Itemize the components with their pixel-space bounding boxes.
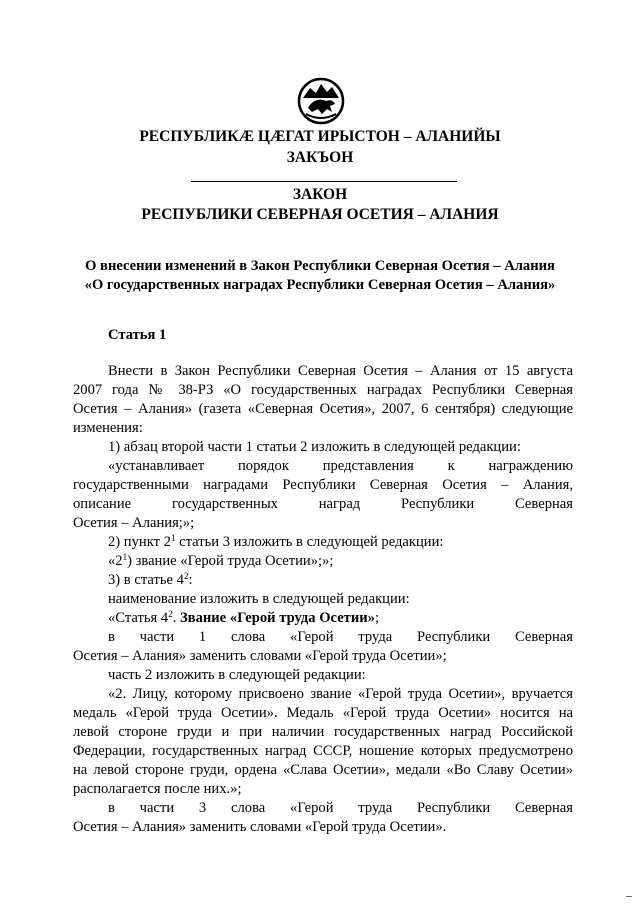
quote-line: левой стороне груди и при наличии государственных наград Российской bbox=[73, 724, 573, 740]
document-title-line-2: «О государственных наградах Республики Северная Осетия – Алания» bbox=[84, 277, 556, 293]
quote-line: медаль «Герой труда Осетии». Медаль «Герой труда Осетии» носится на bbox=[73, 705, 573, 721]
paragraph-line: часть 2 изложить в следующей редакции: bbox=[108, 667, 366, 683]
coat-of-arms-emblem bbox=[296, 76, 346, 126]
page-mark: – bbox=[626, 888, 632, 902]
document-title-line-1: О внесении изменений в Закон Республики Северная Осетия – Алания bbox=[85, 258, 555, 274]
paragraph-line: 2007 года № 38-РЗ «О государственных наградах Республики Северная bbox=[73, 382, 573, 398]
law-heading: ЗАКОН bbox=[292, 186, 348, 203]
quote-line: Осетия – Алания;»; bbox=[73, 515, 195, 531]
osetian-republic-heading: РЕСПУБЛИКÆ ЦÆГАТ ИРЫСТОН – АЛАНИЙЫ bbox=[139, 128, 501, 145]
paragraph-line: Осетия – Алания» заменить словами «Герой труда Осетии». bbox=[73, 819, 447, 835]
item-1: 1) абзац второй части 1 статьи 2 изложить в следующей редакции: bbox=[108, 439, 521, 455]
paragraph-line: в части 3 слова «Герой труда Республики Северная bbox=[108, 800, 573, 816]
paragraph-line: наименование изложить в следующей редакции: bbox=[108, 591, 410, 607]
osetian-law-heading: ЗАКЪОН bbox=[286, 149, 354, 166]
republic-heading: РЕСПУБЛИКИ СЕВЕРНАЯ ОСЕТИЯ – АЛАНИЯ bbox=[141, 206, 499, 223]
quote-line: Федерации, государственных наград СССР, ношение которых предусмотрено bbox=[73, 743, 573, 759]
header-divider bbox=[191, 181, 457, 182]
quote-line: на левой стороне груди, ордена «Слава Осетии», медали «Во Славу Осетии» bbox=[73, 762, 573, 778]
quote-line: «2. Лицу, которому присвоено звание «Герой труда Осетии», вручается bbox=[108, 686, 573, 702]
paragraph-line: изменения: bbox=[73, 420, 143, 436]
quote-line: государственными наградами Республики Северная Осетия – Алания, bbox=[73, 477, 573, 493]
paragraph-line: Осетия – Алания» (газета «Северная Осетия», 2007, 6 сентября) следующие bbox=[73, 401, 573, 417]
quote-line: располагается после них.»; bbox=[73, 781, 242, 797]
quote-line: «$2^1$) звание «Герой труда Осетии»;»; bbox=[108, 552, 334, 569]
quote-line: «устанавливает порядок представления к награждению bbox=[108, 458, 573, 474]
item-2: 2) пункт $2^1$ статьи 3 изложить в следующей редакции: bbox=[108, 533, 444, 550]
paragraph-line: в части 1 слова «Герой труда Республики Северная bbox=[108, 629, 573, 645]
quote-line: описание государственных наград Республики Северная bbox=[73, 496, 573, 512]
paragraph-line: Внести в Закон Республики Северная Осетия – Алания от 15 августа bbox=[108, 363, 573, 379]
article-heading: Статья 1 bbox=[108, 327, 167, 343]
paragraph-line: Осетия – Алания» заменить словами «Герой труда Осетии»; bbox=[73, 648, 447, 664]
article-name-quote: «Статья $4^2$. Звание «Герой труда Осетии»; bbox=[108, 609, 380, 626]
item-3: 3) в статье $4^2$: bbox=[108, 571, 193, 588]
